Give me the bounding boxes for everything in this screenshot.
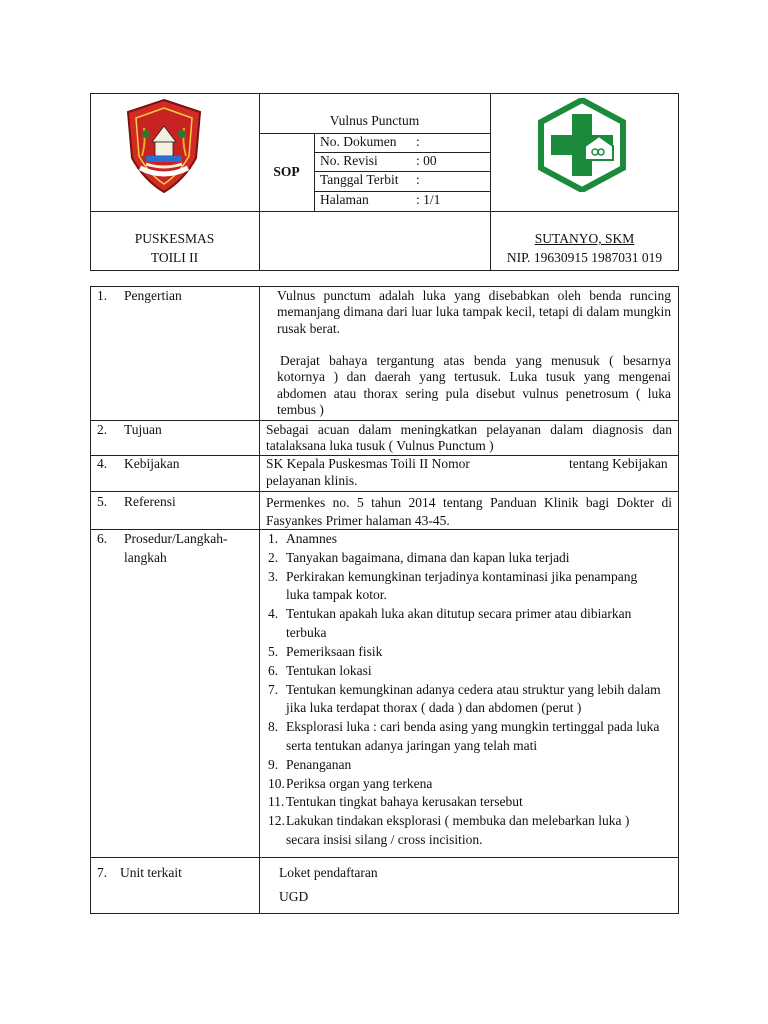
row-label-prosedur-2: langkah [124, 550, 167, 565]
step-number: 7. [268, 682, 279, 697]
signer-nip: NIP. 19630915 1987031 019 [506, 250, 663, 265]
row-num-referensi: 5. [97, 494, 108, 509]
pengertian-para2: Derajat bahaya tergantung atas benda yang menusuk ( besarnya kotornya ) dan daerah yang tertusuk. Luka tusuk yang mengenai abdomen atau thorax sering pula disebut vulnus penetrosum ( luka tembus ) [277, 353, 671, 418]
step-number: 1. [268, 531, 279, 546]
row-label-unit: Unit terkait [120, 865, 182, 880]
row-label-tujuan: Tujuan [124, 422, 162, 437]
step-text: secara insisi silang / cross incisition. [286, 832, 483, 847]
puskesmas-logo [535, 98, 629, 192]
row-num-prosedur: 6. [97, 531, 108, 546]
step-number: 8. [268, 719, 279, 734]
step-text: Pemeriksaan fisik [286, 644, 383, 659]
row-label-kebijakan: Kebijakan [124, 456, 180, 471]
pengertian-para1: Vulnus punctum adalah luka yang disebabkan oleh benda runcing memanjang dimana dari luar luka tampak kecil, tetapi di dalam mungkin rusak berat. [277, 288, 671, 336]
step-text: Tentukan lokasi [286, 663, 372, 678]
row-label-prosedur-1: Prosedur/Langkah- [124, 531, 228, 546]
row-label-referensi: Referensi [124, 494, 176, 509]
regency-crest-logo [124, 98, 204, 194]
meta-key-tanggal: Tanggal Terbit [320, 172, 399, 187]
step-number: 12. [268, 813, 285, 828]
kebijakan-text-c: pelayanan klinis. [266, 473, 358, 488]
step-text: luka tampak kotor. [286, 587, 387, 602]
unit-item: UGD [279, 889, 309, 904]
kebijakan-text-a: SK Kepala Puskesmas Toili II Nomor [266, 456, 470, 471]
sop-label: SOP [273, 164, 300, 179]
step-text: Penanganan [286, 757, 352, 772]
step-text: jika luka terdapat thorax ( dada ) dan abdomen (perut ) [286, 700, 582, 715]
row-label-pengertian: Pengertian [124, 288, 182, 303]
row-num-tujuan: 2. [97, 422, 108, 437]
step-number: 11. [268, 794, 285, 809]
unit-item: Loket pendaftaran [279, 865, 378, 880]
step-text: serta tentukan adanya jaringan yang telah mati [286, 738, 538, 753]
step-number: 10. [268, 776, 285, 791]
meta-key-dokumen: No. Dokumen [320, 134, 397, 149]
step-number: 3. [268, 569, 279, 584]
step-number: 2. [268, 550, 279, 565]
step-text: Eksplorasi luka : cari benda asing yang mungkin tertinggal pada luka [286, 719, 660, 734]
row-num-kebijakan: 4. [97, 456, 108, 471]
org-name-line1: PUSKESMAS [134, 231, 215, 246]
meta-value-revisi: : 00 [416, 153, 437, 168]
step-text: Lakukan tindakan eksplorasi ( membuka dan melebarkan luka ) [286, 813, 630, 828]
sop-title: Vulnus Punctum [329, 113, 420, 128]
meta-value-tanggal: : [416, 172, 420, 187]
step-text: Anamnes [286, 531, 337, 546]
row-num-unit: 7. [97, 865, 108, 880]
signer-name: SUTANYO, SKM [534, 231, 635, 246]
meta-key-halaman: Halaman [320, 192, 369, 207]
step-text: Tentukan tingkat bahaya kerusakan tersebut [286, 794, 523, 809]
step-number: 4. [268, 606, 279, 621]
kebijakan-text-b: tentang Kebijakan [569, 456, 668, 471]
referensi-text: Permenkes no. 5 tahun 2014 tentang Panduan Klinik bagi Dokter di Fasyankes Primer halaman 43-45. [266, 495, 672, 528]
meta-value-dokumen: : [416, 134, 420, 149]
step-text: Perkirakan kemungkinan terjadinya kontaminasi jika penampang [286, 569, 638, 584]
step-number: 5. [268, 644, 279, 659]
step-number: 9. [268, 757, 279, 772]
step-text: terbuka [286, 625, 327, 640]
meta-value-halaman: : 1/1 [416, 192, 441, 207]
step-text: Tanyakan bagaimana, dimana dan kapan luka terjadi [286, 550, 570, 565]
tujuan-text: Sebagai acuan dalam meningkatkan pelayanan dalam diagnosis dan tatalaksana luka tusuk ( Vulnus Punctum ) [266, 422, 672, 453]
row-num-pengertian: 1. [97, 288, 108, 303]
step-number: 6. [268, 663, 279, 678]
step-text: Tentukan kemungkinan adanya cedera atau struktur yang lebih dalam [286, 682, 661, 697]
org-name-line2: TOILI II [150, 250, 199, 265]
step-text: Tentukan apakah luka akan ditutup secara primer atau dibiarkan [286, 606, 632, 621]
meta-key-revisi: No. Revisi [320, 153, 378, 168]
step-text: Periksa organ yang terkena [286, 776, 433, 791]
